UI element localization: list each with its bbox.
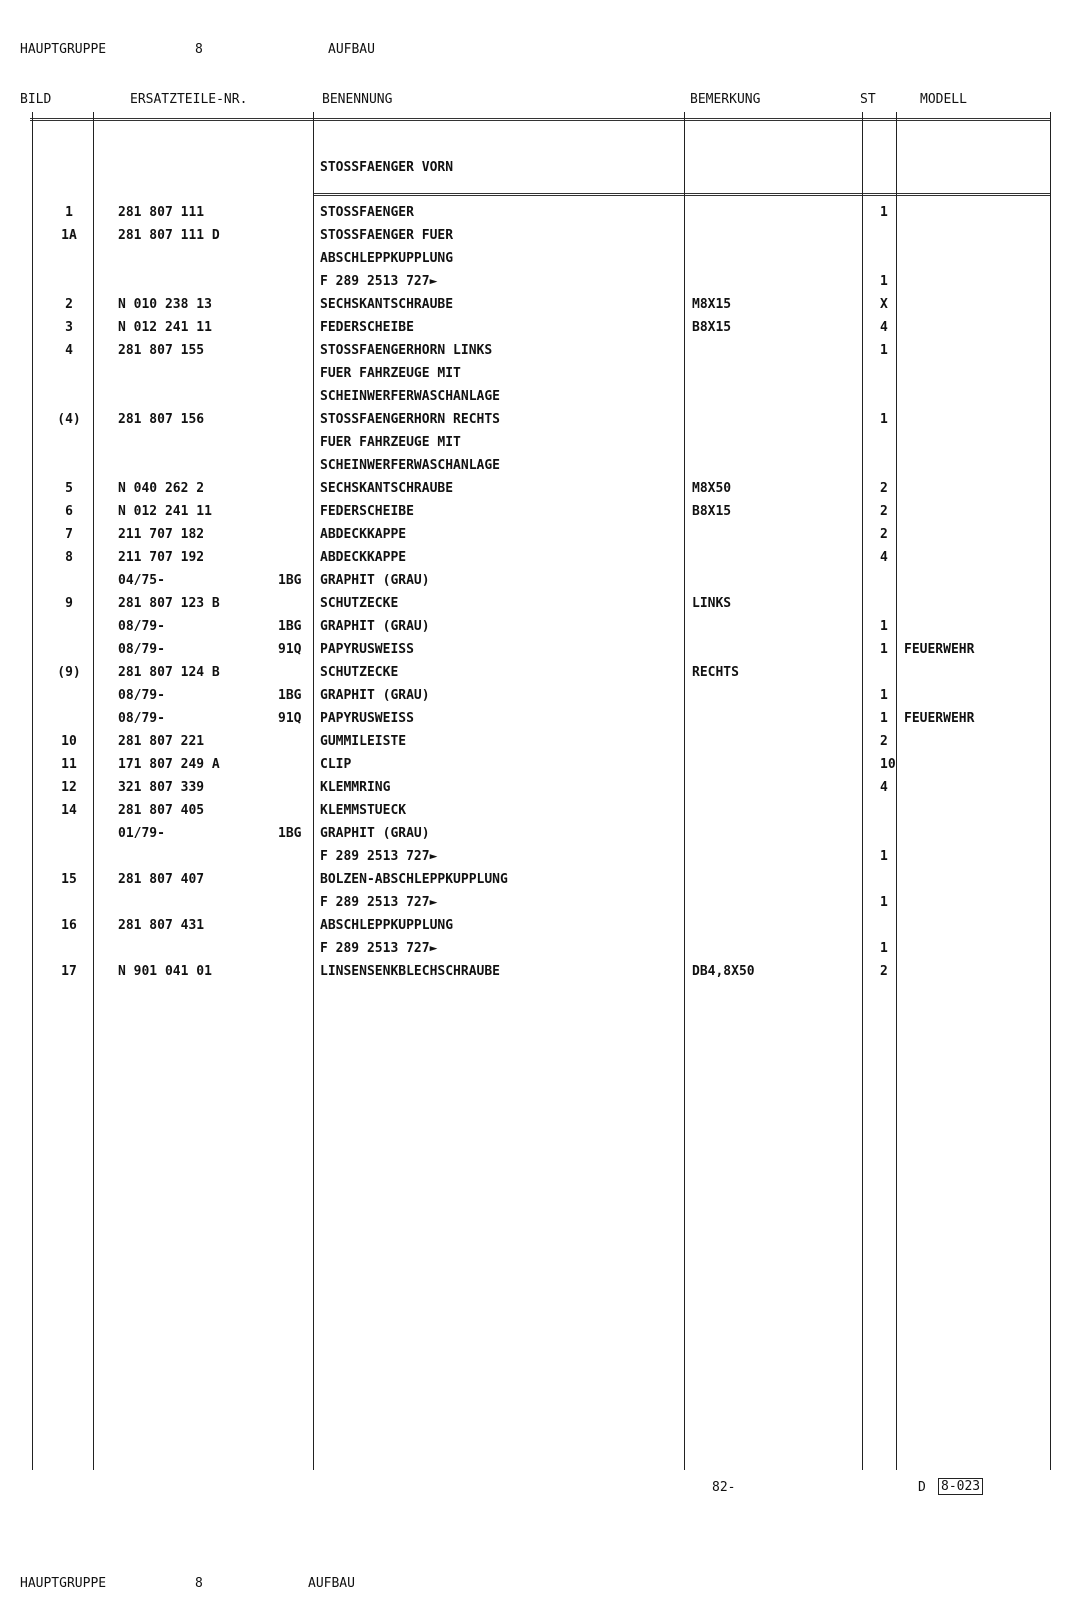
table-row (0, 826, 1079, 849)
table-row (0, 757, 1079, 780)
row-remark: RECHTS (692, 665, 739, 680)
table-row (0, 481, 1079, 504)
table-row (0, 297, 1079, 320)
header-rule (30, 118, 1050, 121)
row-part-no: 321 807 339 (118, 780, 205, 795)
row-qty: 2 (880, 504, 888, 519)
row-qty: 2 (880, 527, 888, 542)
row-name: F 289 2513 727► (320, 849, 438, 864)
section-rule (314, 193, 1050, 196)
row-color-code: 91Q (278, 642, 302, 657)
row-part-no: 08/79- (118, 642, 165, 657)
row-qty: 1 (880, 642, 888, 657)
table-row (0, 343, 1079, 366)
table-row (0, 412, 1079, 435)
row-name: KLEMMRING (320, 780, 391, 795)
table-row (0, 205, 1079, 228)
row-part-no: N 012 241 11 (118, 320, 212, 335)
row-name: GRAPHIT (GRAU) (320, 573, 430, 588)
next-group-number: 8 (195, 1576, 203, 1591)
table-row (0, 573, 1079, 596)
table-row (0, 228, 1079, 251)
row-qty: 1 (880, 205, 888, 220)
row-bild: 2 (65, 297, 73, 312)
table-row (0, 550, 1079, 573)
row-part-no: 281 807 407 (118, 872, 205, 887)
row-bild: 4 (65, 343, 73, 358)
row-name: ABDECKKAPPE (320, 550, 407, 565)
table-row (0, 665, 1079, 688)
row-bild: 16 (61, 918, 77, 933)
table-row (0, 964, 1079, 987)
row-qty: 2 (880, 481, 888, 496)
row-name: SECHSKANTSCHRAUBE (320, 481, 454, 496)
row-name: GRAPHIT (GRAU) (320, 619, 430, 634)
row-qty: 1 (880, 941, 888, 956)
table-row (0, 596, 1079, 619)
row-bild: 15 (61, 872, 77, 887)
row-bild: 10 (61, 734, 77, 749)
row-part-no: 08/79- (118, 619, 165, 634)
row-qty: 1 (880, 619, 888, 634)
table-row (0, 458, 1079, 481)
row-bild: (4) (57, 412, 81, 427)
row-part-no: 171 807 249 A (118, 757, 220, 772)
table-row (0, 688, 1079, 711)
row-qty: 4 (880, 550, 888, 565)
table-row (0, 734, 1079, 757)
row-part-no: 281 807 111 D (118, 228, 220, 243)
table-row (0, 389, 1079, 412)
table-row (0, 504, 1079, 527)
row-qty: 2 (880, 734, 888, 749)
section-title: STOSSFAENGER VORN (320, 160, 454, 175)
next-group-label: HAUPTGRUPPE (20, 1576, 107, 1591)
row-qty: 4 (880, 780, 888, 795)
group-number: 8 (195, 42, 203, 57)
row-qty: 1 (880, 688, 888, 703)
table-row (0, 849, 1079, 872)
col-bild: BILD (20, 92, 52, 107)
row-part-no: 281 807 431 (118, 918, 205, 933)
row-part-no: N 901 041 01 (118, 964, 212, 979)
table-row (0, 366, 1079, 389)
row-bild: 7 (65, 527, 73, 542)
row-remark: B8X15 (692, 504, 732, 519)
row-bild: 5 (65, 481, 73, 496)
row-bild: 8 (65, 550, 73, 565)
row-name: F 289 2513 727► (320, 941, 438, 956)
row-remark: M8X15 (692, 297, 732, 312)
table-row (0, 780, 1079, 803)
row-name: SCHEINWERFERWASCHANLAGE (320, 458, 501, 473)
row-name: SCHUTZECKE (320, 596, 399, 611)
row-color-code: 1BG (278, 688, 302, 703)
table-row (0, 320, 1079, 343)
row-color-code: 91Q (278, 711, 302, 726)
row-model: FEUERWEHR (904, 642, 975, 657)
row-qty: 1 (880, 849, 888, 864)
row-bild: 1 (65, 205, 73, 220)
group-label: HAUPTGRUPPE (20, 42, 107, 57)
table-row (0, 941, 1079, 964)
row-color-code: 1BG (278, 573, 302, 588)
col-qty: ST (860, 92, 876, 107)
row-remark: LINKS (692, 596, 732, 611)
row-qty: 1 (880, 274, 888, 289)
row-name: FEDERSCHEIBE (320, 504, 414, 519)
row-name: ABSCHLEPPKUPPLUNG (320, 918, 454, 933)
row-bild: 11 (61, 757, 77, 772)
row-part-no: 281 807 123 B (118, 596, 220, 611)
col-model: MODELL (920, 92, 967, 107)
row-part-no: 211 707 182 (118, 527, 205, 542)
row-part-no: 08/79- (118, 711, 165, 726)
row-color-code: 1BG (278, 826, 302, 841)
row-remark: B8X15 (692, 320, 732, 335)
row-name: FUER FAHRZEUGE MIT (320, 435, 461, 450)
row-remark: DB4,8X50 (692, 964, 755, 979)
footer-lang: D (918, 1480, 926, 1495)
row-color-code: 1BG (278, 619, 302, 634)
row-part-no: N 010 238 13 (118, 297, 212, 312)
table-row (0, 918, 1079, 941)
row-name: GRAPHIT (GRAU) (320, 688, 430, 703)
row-part-no: 281 807 156 (118, 412, 205, 427)
row-qty: 1 (880, 895, 888, 910)
row-name: PAPYRUSWEISS (320, 711, 414, 726)
row-name: SCHUTZECKE (320, 665, 399, 680)
col-part-no: ERSATZTEILE-NR. (130, 92, 248, 107)
row-remark: M8X50 (692, 481, 732, 496)
row-name: PAPYRUSWEISS (320, 642, 414, 657)
row-qty: 1 (880, 343, 888, 358)
row-bild: 12 (61, 780, 77, 795)
row-model: FEUERWEHR (904, 711, 975, 726)
row-name: KLEMMSTUECK (320, 803, 407, 818)
row-name: STOSSFAENGER FUER (320, 228, 454, 243)
table-row (0, 274, 1079, 297)
row-name: SCHEINWERFERWASCHANLAGE (320, 389, 501, 404)
table-row (0, 895, 1079, 918)
group-name: AUFBAU (328, 42, 375, 57)
row-part-no: 281 807 111 (118, 205, 205, 220)
row-name: FUER FAHRZEUGE MIT (320, 366, 461, 381)
col-name: BENENNUNG (322, 92, 393, 107)
table-row (0, 803, 1079, 826)
row-part-no: 211 707 192 (118, 550, 205, 565)
row-name: STOSSFAENGERHORN RECHTS (320, 412, 501, 427)
row-name: GRAPHIT (GRAU) (320, 826, 430, 841)
row-qty: 10 (880, 757, 896, 772)
row-part-no: 281 807 221 (118, 734, 205, 749)
row-bild: 3 (65, 320, 73, 335)
row-bild: 9 (65, 596, 73, 611)
row-part-no: 281 807 405 (118, 803, 205, 818)
row-name: LINSENSENKBLECHSCHRAUBE (320, 964, 501, 979)
row-bild: 17 (61, 964, 77, 979)
row-name: F 289 2513 727► (320, 274, 438, 289)
row-part-no: N 012 241 11 (118, 504, 212, 519)
table-row (0, 619, 1079, 642)
row-qty: 4 (880, 320, 888, 335)
table-row (0, 527, 1079, 550)
row-name: ABSCHLEPPKUPPLUNG (320, 251, 454, 266)
next-group-name: AUFBAU (308, 1576, 355, 1591)
row-qty: 2 (880, 964, 888, 979)
table-row (0, 872, 1079, 895)
row-part-no: N 040 262 2 (118, 481, 205, 496)
table-row (0, 642, 1079, 665)
row-part-no: 281 807 124 B (118, 665, 220, 680)
row-part-no: 281 807 155 (118, 343, 205, 358)
row-bild: (9) (57, 665, 81, 680)
table-row (0, 711, 1079, 734)
table-row (0, 435, 1079, 458)
row-bild: 1A (61, 228, 77, 243)
row-name: ABDECKKAPPE (320, 527, 407, 542)
row-qty: X (880, 297, 888, 312)
row-part-no: 08/79- (118, 688, 165, 703)
row-name: CLIP (320, 757, 352, 772)
row-name: GUMMILEISTE (320, 734, 407, 749)
row-name: STOSSFAENGER (320, 205, 414, 220)
row-qty: 1 (880, 711, 888, 726)
row-name: STOSSFAENGERHORN LINKS (320, 343, 493, 358)
row-name: F 289 2513 727► (320, 895, 438, 910)
footer-code: 82- (712, 1480, 736, 1495)
row-name: SECHSKANTSCHRAUBE (320, 297, 454, 312)
row-part-no: 04/75- (118, 573, 165, 588)
row-name: BOLZEN-ABSCHLEPPKUPPLUNG (320, 872, 508, 887)
row-bild: 14 (61, 803, 77, 818)
row-qty: 1 (880, 412, 888, 427)
row-name: FEDERSCHEIBE (320, 320, 414, 335)
table-row (0, 251, 1079, 274)
row-bild: 6 (65, 504, 73, 519)
row-part-no: 01/79- (118, 826, 165, 841)
page-reference: 8-023 (938, 1478, 983, 1495)
col-remark: BEMERKUNG (690, 92, 761, 107)
